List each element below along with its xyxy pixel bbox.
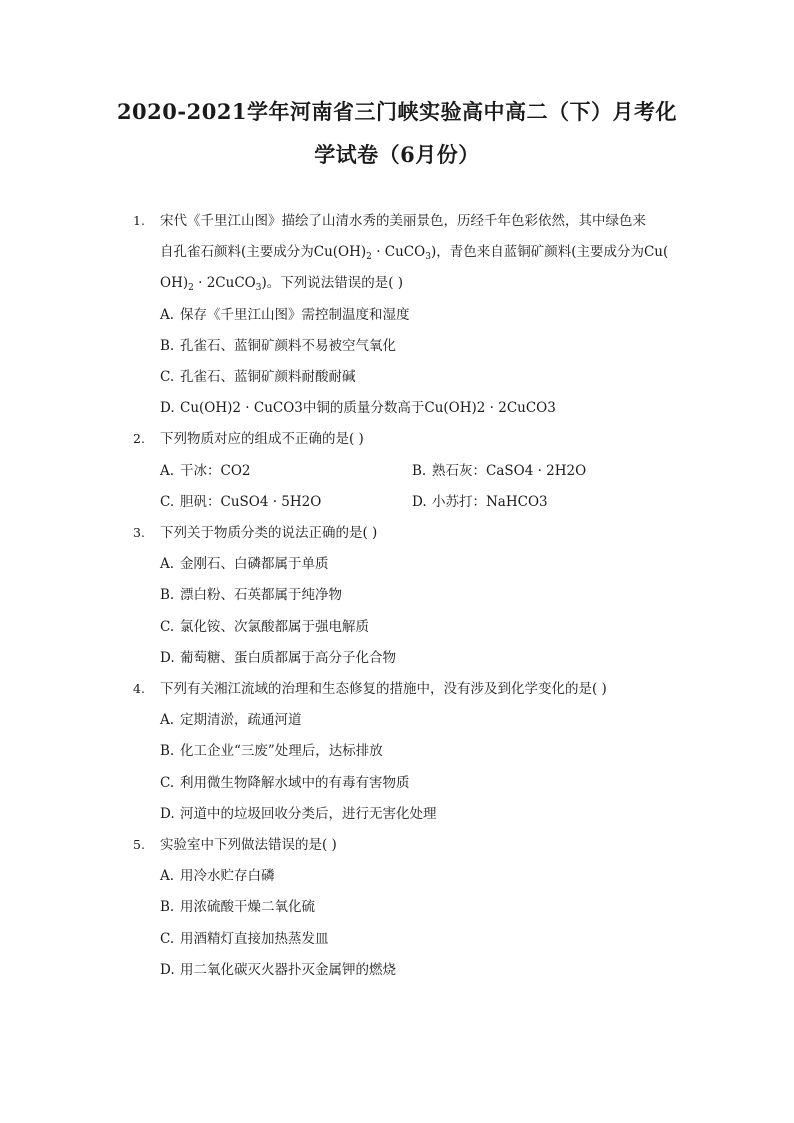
question-3-stem: 下列关于物质分类的说法正确的是( )	[160, 525, 378, 541]
option-letter: B.	[412, 463, 427, 479]
question-3-option-a[interactable]	[160, 555, 329, 573]
question-5-option-d[interactable]	[160, 961, 396, 979]
question-3-option-b[interactable]	[160, 586, 342, 604]
question-1-stem-line-1: 宋代《千里江山图》描绘了山清水秀的美丽景色，历经千年色彩依然，其中绿色来	[160, 213, 646, 229]
option-text: 用浓硫酸干燥二氧化硫	[180, 899, 315, 915]
option-letter: C.	[160, 494, 175, 510]
question-5-number: 5.	[133, 837, 145, 852]
option-letter: C.	[160, 369, 175, 385]
option-text: 漂白粉、石英都属于纯净物	[180, 587, 342, 603]
question-4-option-d[interactable]	[160, 805, 437, 823]
question-2-option-a[interactable]	[160, 462, 251, 480]
option-letter: C.	[160, 931, 175, 947]
option-text: 用二氧化碳灭火器扑灭金属钾的燃烧	[180, 962, 396, 978]
question-1-stem-line-3: $OH)_2$ · 2CuCO$_3$)。下列说法错误的是( )	[160, 275, 404, 293]
question-4-number: 4.	[133, 681, 145, 696]
question-3-option-d[interactable]	[160, 649, 396, 667]
option-letter: D.	[412, 494, 427, 510]
question-2-option-c[interactable]	[160, 493, 321, 511]
question-4-stem: 下列有关湘江流域的治理和生态修复的措施中，没有涉及到化学变化的是( )	[160, 681, 607, 697]
question-5-option-b[interactable]	[160, 898, 315, 916]
question-4-option-b[interactable]	[160, 742, 383, 760]
exam-title-line-2: 学试卷（6月份）	[314, 142, 480, 167]
question-4-option-c[interactable]	[160, 774, 410, 792]
option-text: 孔雀石、蓝铜矿颜料耐酸耐碱	[180, 369, 356, 385]
option-letter: D.	[160, 650, 175, 666]
option-letter: B.	[160, 899, 175, 915]
option-letter: A.	[160, 868, 175, 884]
option-text: 金刚石、白磷都属于单质	[180, 556, 329, 572]
option-letter: A.	[160, 556, 175, 572]
option-letter: D.	[160, 400, 175, 416]
question-2-option-d[interactable]	[412, 493, 548, 511]
option-letter: A.	[160, 307, 175, 323]
option-text: 熟石灰：CaSO4 · 2H2O	[432, 463, 587, 479]
option-text: 胆矾：CuSO4 · 5H2O	[180, 494, 322, 510]
option-letter: B.	[160, 743, 175, 759]
option-text: 利用微生物降解水域中的有毒有害物质	[180, 775, 410, 791]
question-1-option-b[interactable]	[160, 337, 396, 355]
option-text: 定期清淤，疏通河道	[180, 712, 302, 728]
option-text: 保存《千里江山图》需控制温度和湿度	[180, 307, 410, 323]
question-4-option-a[interactable]	[160, 711, 302, 729]
question-2-stem: 下列物质对应的组成不正确的是( )	[160, 431, 364, 447]
option-letter: D.	[160, 806, 175, 822]
option-text: 用酒精灯直接加热蒸发皿	[180, 931, 329, 947]
question-1-option-c[interactable]	[160, 368, 356, 386]
option-text: 葡萄糖、蛋白质都属于高分子化合物	[180, 650, 396, 666]
option-letter: B.	[160, 338, 175, 354]
option-text: 孔雀石、蓝铜矿颜料不易被空气氧化	[180, 338, 396, 354]
question-1-option-a[interactable]	[160, 306, 410, 324]
question-5-option-a[interactable]	[160, 867, 275, 885]
question-3-option-c[interactable]	[160, 618, 369, 636]
option-text: 化工企业“三废”处理后，达标排放	[180, 743, 383, 759]
exam-title-line-1: 2020-2021学年河南省三门峡实验高中高二（下）月考化	[116, 99, 678, 124]
option-text: 河道中的垃圾回收分类后，进行无害化处理	[180, 806, 437, 822]
option-letter: B.	[160, 587, 175, 603]
option-letter: A.	[160, 712, 175, 728]
option-letter: C.	[160, 619, 175, 635]
question-5-option-c[interactable]	[160, 930, 329, 948]
question-1-stem-line-2: 自孔雀石颜料(主要成分为$Cu(OH)_2$ · CuCO$_3$)，青色来自蓝铜矿颜料(主要成分为Cu(	[160, 244, 669, 262]
option-text: 用冷水贮存白磷	[180, 868, 275, 884]
option-text: 小苏打：NaHCO3	[432, 494, 548, 510]
question-1-option-d[interactable]	[160, 399, 556, 417]
option-text: Cu(OH)2 · CuCO3中铜的质量分数高于Cu(OH)2 · 2CuCO3	[180, 400, 556, 416]
option-text: 氯化铵、次氯酸都属于强电解质	[180, 619, 369, 635]
option-text: 干冰：CO2	[180, 463, 251, 479]
question-3-number: 3.	[133, 525, 145, 540]
question-5-stem: 实验室中下列做法错误的是( )	[160, 837, 337, 853]
option-letter: D.	[160, 962, 175, 978]
question-2-number: 2.	[133, 431, 145, 446]
option-letter: C.	[160, 775, 175, 791]
question-1-number: 1.	[133, 213, 145, 228]
question-2-option-b[interactable]	[412, 462, 586, 480]
option-letter: A.	[160, 463, 175, 479]
